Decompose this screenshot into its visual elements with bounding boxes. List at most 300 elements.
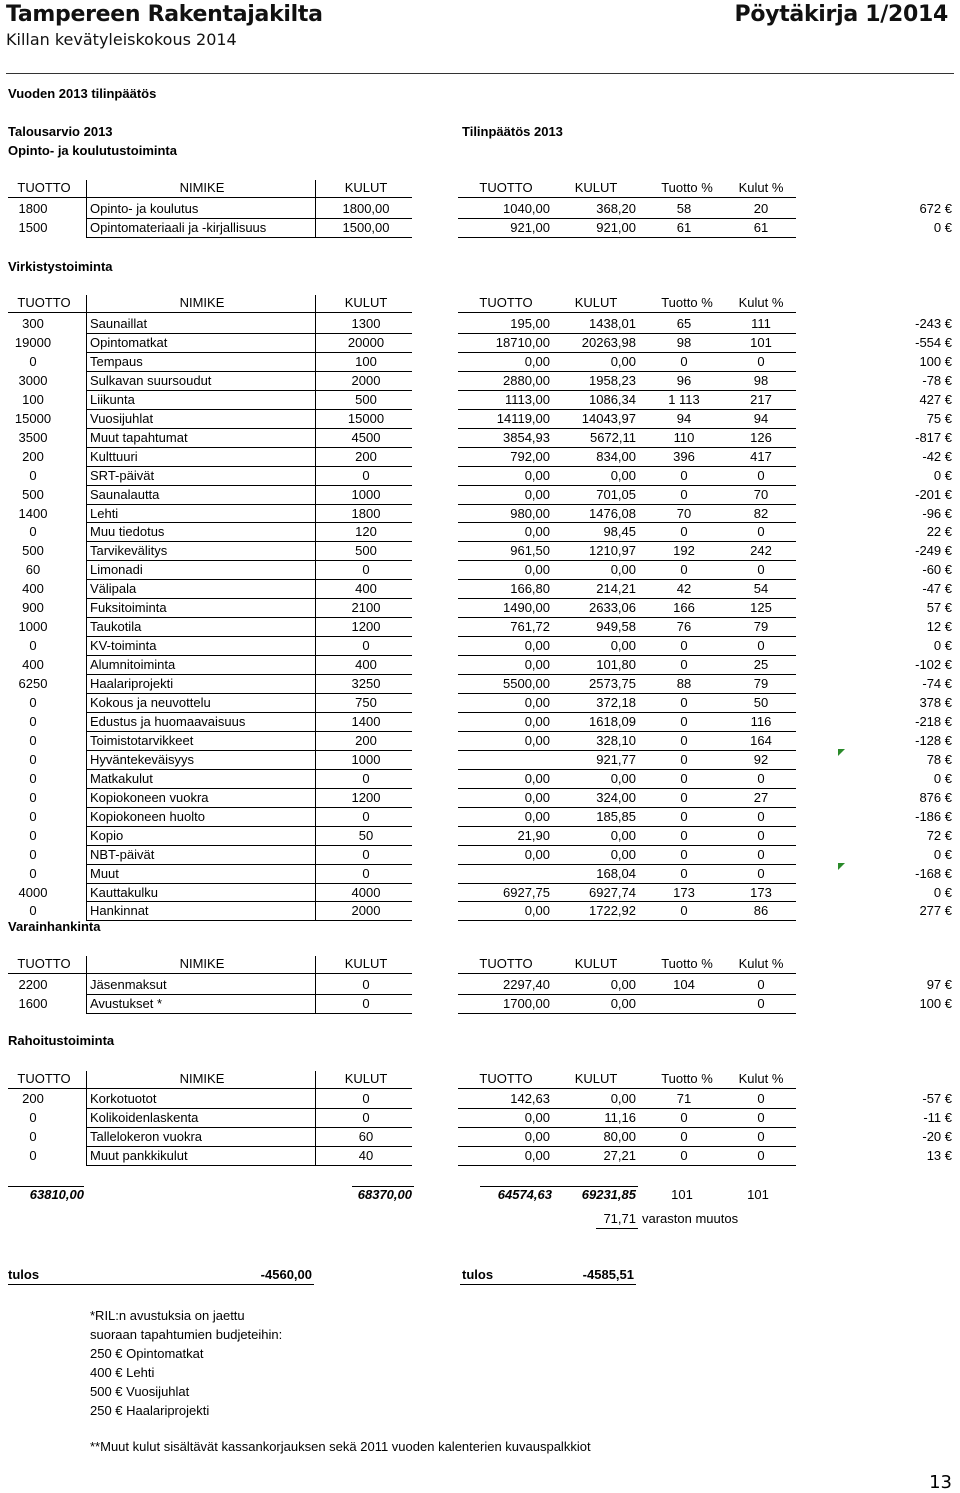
column-header-kulut: KULUT [344,1071,388,1086]
table-cell: 3000 [18,372,48,388]
table-cell: 20 [753,201,769,216]
row-rule [458,731,796,732]
table-cell: 0 [362,770,370,786]
note-line: *RIL:n avustuksia on jaettu [90,1308,245,1323]
row-rule [86,504,412,505]
table-cell: 300 [22,316,44,331]
table-cell: 4000 [18,884,48,900]
table-cell: 328,10 [596,732,636,748]
table-cell: 0,00 [610,638,636,654]
table-cell: Saunaillat [90,316,148,331]
table-cell: Kopiokoneen huolto [90,808,205,824]
table-cell: 0 [680,770,688,786]
table-cell: 1400 [18,505,48,521]
table-cell: 0,00 [524,467,550,483]
table-cell: 0 € [933,770,952,786]
table-cell: -817 € [915,429,952,445]
table-cell: 0 [29,353,37,369]
row-rule [458,1013,796,1014]
table-cell: 78 € [926,751,952,767]
table-cell: 0 [757,865,765,881]
table-cell: 1000 [351,486,381,502]
table-cell: 324,00 [596,789,636,805]
table-cell: 0 [29,1147,37,1163]
table-cell: Haalariprojekti [90,676,174,692]
table-cell: 100 € [919,353,952,369]
row-rule [458,617,796,618]
table-cell: 166 [673,600,695,616]
table-cell: 427 € [919,391,952,407]
table-cell: Fuksitoiminta [90,600,167,616]
table-cell: 214,21 [596,581,636,597]
section-title: Opinto- ja koulutustoiminta [8,143,177,158]
table-cell: -78 € [922,372,952,388]
row-rule [86,769,412,770]
table-cell: 13 € [926,1147,952,1163]
table-cell: 0 [29,524,37,540]
table-cell: 125 [750,600,772,616]
table-cell: 195,00 [510,316,550,331]
table-cell: 2000 [351,903,381,919]
table-cell: 0,00 [524,1128,550,1144]
row-rule [86,352,412,353]
table-cell: 0,00 [524,713,550,729]
table-cell: -20 € [922,1128,952,1144]
table-cell: Kokous ja neuvottelu [90,695,211,710]
row-rule [86,218,412,219]
table-cell: 50 [358,827,374,843]
table-cell: 0,00 [524,808,550,824]
table-cell: 396 [673,448,695,464]
table-cell: Hankinnat [90,903,149,919]
table-cell: 173 [673,884,695,900]
table-cell: 21,90 [517,827,550,843]
row-rule [458,864,796,865]
row-rule [86,1127,412,1128]
row-rule [86,712,412,713]
table-cell: 100 [355,353,377,369]
table-cell: 921,77 [596,751,636,767]
table-cell: 0 [680,732,688,748]
table-cell: 5672,11 [589,429,636,445]
table-cell: 378 € [919,695,952,710]
table-cell: -168 € [915,865,952,881]
row-rule [458,1108,796,1109]
table-cell: 88 [676,676,692,692]
table-cell: 101 [750,334,772,350]
column-header-tuotto: TUOTTO [17,1071,71,1086]
table-cell: 500 [355,543,377,559]
table-cell: 701,05 [596,486,636,502]
header-divider [6,73,954,74]
row-rule [458,237,796,238]
row-rule [458,1127,796,1128]
table-cell: 949,58 [596,619,636,635]
table-cell: 0 [757,467,765,483]
table-cell: 0 [680,846,688,862]
row-rule [86,485,412,486]
row-rule [458,693,796,694]
table-cell: 0 [29,695,37,710]
table-cell: 0 [680,353,688,369]
table-cell: 2633,06 [589,600,636,616]
table-cell: 58 [676,201,692,216]
table-cell: 961,50 [510,543,550,559]
row-rule [458,920,796,921]
table-cell: 400 [22,581,44,597]
table-cell: 0 [680,827,688,843]
table-cell: 0 [757,827,765,843]
row-rule [86,598,412,599]
column-header-kulut-pct: Kulut % [738,956,784,971]
row-rule [458,807,796,808]
table-cell: 0 [757,1128,765,1144]
table-cell: 71 [676,1091,692,1106]
table-cell: 4500 [351,429,381,445]
table-cell: 76 [676,619,692,635]
row-rule [86,750,412,751]
table-cell: 1000 [18,619,48,635]
table-cell: 0 [29,638,37,654]
column-divider [86,956,87,1014]
table-cell: 500 [355,391,377,407]
header-rule [8,197,412,198]
column-header-kulut-pct: Kulut % [738,1071,784,1086]
table-cell: 0 [29,903,37,919]
table-cell: 0,00 [610,977,636,992]
table-cell: 0 [680,713,688,729]
row-rule [458,504,796,505]
table-cell: 0,00 [524,903,550,919]
table-cell: Sulkavan suursoudut [90,372,212,388]
row-rule [86,693,412,694]
table-cell: 0 [362,995,370,1011]
table-cell: 120 [355,524,377,540]
table-cell: 79 [753,619,769,635]
table-cell: 0 [362,638,370,654]
table-cell: 60 [25,562,41,578]
table-cell: 1200 [351,619,381,635]
row-rule [458,901,796,902]
table-cell: Kopiokoneen vuokra [90,789,209,805]
column-header-tuotto: TUOTTO [17,295,71,310]
row-rule [86,788,412,789]
page-header-left [6,0,323,50]
table-cell: Opintomateriaali ja -kirjallisuus [90,219,267,235]
footnote: **Muut kulut sisältävät kassankorjauksen sekä 2011 vuoden kalenterien kuvauspalkkiot [90,1439,591,1454]
row-rule [458,826,796,827]
row-rule [86,466,412,467]
table-cell: 1476,08 [589,505,636,521]
table-cell: 0 [29,467,37,483]
row-rule [458,352,796,353]
total-income-percent: 101 [671,1187,693,1202]
table-cell: 70 [676,505,692,521]
table-cell: 70 [753,486,769,502]
table-cell: 166,80 [510,581,550,597]
column-header-kulut2: KULUT [574,295,618,310]
table-cell: 40 [358,1147,374,1163]
table-cell: 2000 [351,372,381,388]
table-cell: 98,45 [603,524,636,540]
table-cell: Hyväntekeväisyys [90,751,195,767]
row-rule [86,447,412,448]
row-rule [86,845,412,846]
table-cell: 42 [676,581,692,597]
table-cell: 0,00 [524,1109,550,1125]
table-cell: 368,20 [596,201,636,216]
table-cell: -42 € [922,448,952,464]
table-cell: 0 [757,846,765,862]
table-cell: 0 [680,1128,688,1144]
row-rule [86,994,412,995]
row-rule [458,371,796,372]
row-rule [86,920,412,921]
table-cell: 0 [757,353,765,369]
table-cell: 65 [676,316,692,331]
table-cell: 11,16 [604,1109,636,1125]
table-cell: 0 [29,1109,37,1125]
column-header-kulut2: KULUT [574,956,618,971]
table-cell: 92 [753,751,769,767]
table-cell: 0,00 [610,467,636,483]
table-cell: 18710,00 [495,334,550,350]
table-cell: 192 [673,543,695,559]
header-rule [458,973,796,974]
statement-title: Tilinpäätös 2013 [462,124,563,139]
table-cell: -60 € [922,562,952,578]
column-header-tuotto-pct: Tuotto % [661,956,713,971]
table-cell: 101,80 [596,657,636,673]
table-cell: 200 [355,448,377,464]
result-rule-actual [460,1284,636,1285]
table-cell: 0,00 [610,846,636,862]
note-line: 500 € Vuosijuhlat [90,1384,190,1399]
table-cell: 3854,93 [503,429,550,445]
row-rule [458,579,796,580]
table-cell: 12 € [926,619,952,635]
table-cell: 0 [362,865,370,881]
table-cell: Toimistotarvikkeet [90,732,194,748]
column-header-nimike: NIMIKE [179,180,225,195]
table-cell: 0,00 [524,562,550,578]
row-rule [86,636,412,637]
header-rule [458,312,796,313]
row-rule [458,674,796,675]
table-cell: NBT-päivät [90,846,155,862]
result-value-actual: -4585,51 [582,1267,634,1282]
table-cell: 5500,00 [503,676,550,692]
table-cell: Saunalautta [90,486,160,502]
table-cell: SRT-päivät [90,467,155,483]
table-cell: 400 [22,657,44,673]
row-rule [86,617,412,618]
inventory-rule [596,1228,638,1229]
table-cell: 0 [29,789,37,805]
total-expense-percent: 101 [747,1187,769,1202]
table-cell: 0,00 [610,770,636,786]
row-rule [86,807,412,808]
table-cell: 0 [362,808,370,824]
table-cell: 0 [29,827,37,843]
table-cell: 0,00 [610,995,636,1011]
row-rule [86,674,412,675]
table-cell: Lehti [90,505,119,521]
row-rule [86,864,412,865]
table-cell: 417 [750,448,772,464]
document-title: Vuoden 2013 tilinpäätös [8,86,157,101]
table-cell: 0 [757,770,765,786]
table-cell: -186 € [915,808,952,824]
note-line: 250 € Opintomatkat [90,1346,204,1361]
column-header-kulut: KULUT [344,180,388,195]
column-header-tuotto2: TUOTTO [479,956,533,971]
table-cell: 400 [355,657,377,673]
table-cell: -243 € [915,316,952,331]
table-cell: 0 [362,1091,370,1106]
column-divider [86,180,87,238]
note-line: suoraan tapahtumien budjeteihin: [90,1327,283,1342]
table-cell: 1700,00 [503,995,550,1011]
column-header-nimike: NIMIKE [179,295,225,310]
row-rule [86,237,412,238]
table-cell: 168,04 [596,865,636,881]
table-cell: 57 € [926,600,952,616]
row-rule [86,731,412,732]
table-cell: 0 [680,524,688,540]
table-cell: 142,63 [510,1091,550,1106]
column-header-kulut: KULUT [344,956,388,971]
table-cell: 97 € [926,977,952,992]
row-rule [458,1146,796,1147]
table-cell: Kauttakulku [90,884,158,900]
section-title: Varainhankinta [8,919,101,934]
table-cell: 500 [22,486,44,502]
table-cell: Avustukset * [90,995,163,1011]
column-header-tuotto-pct: Tuotto % [661,1071,713,1086]
table-cell: 0 [362,562,370,578]
column-header-tuotto: TUOTTO [17,180,71,195]
table-cell: 22 € [926,524,952,540]
table-cell: 0 [29,713,37,729]
table-cell: 50 [753,695,769,710]
table-cell: 0,00 [610,562,636,578]
table-cell: 0 [757,995,765,1011]
table-cell: 80,00 [603,1128,636,1144]
table-cell: Tempaus [90,353,143,369]
table-cell: 27,21 [603,1147,636,1163]
row-rule [458,447,796,448]
table-cell: 1300 [351,316,381,331]
table-cell: 14043,97 [581,410,636,426]
table-cell: Tallelokeron vuokra [90,1128,203,1144]
table-cell: 277 € [919,903,952,919]
table-cell: 6927,75 [503,884,550,900]
row-rule [86,333,412,334]
table-cell: 1500,00 [342,219,390,235]
table-cell: 0 [680,486,688,502]
inventory-change-value: 71,71 [603,1211,636,1226]
table-cell: 0 € [933,638,952,654]
table-cell: 0 [29,846,37,862]
table-cell: 0,00 [524,695,550,710]
table-cell: 0 [362,846,370,862]
table-cell: 0,00 [524,524,550,540]
row-rule [458,845,796,846]
table-cell: 98 [753,372,769,388]
row-rule [458,1165,796,1166]
row-rule [86,409,412,410]
table-cell: 75 € [926,410,952,426]
table-cell: 0 [29,732,37,748]
table-cell: Kopio [90,827,124,843]
table-cell: 0 [680,808,688,824]
table-cell: Taukotila [90,619,142,635]
table-cell: 104 [673,977,695,992]
result-rule-budget [8,1284,314,1285]
table-cell: 1722,92 [589,903,636,919]
table-cell: Kulttuuri [90,448,138,464]
row-rule [458,883,796,884]
table-cell: 921,00 [510,219,550,235]
row-rule [86,428,412,429]
comment-marker-icon [838,749,845,756]
table-cell: 876 € [919,789,952,805]
table-cell: Opintomatkat [90,334,168,350]
table-cell: 2880,00 [503,372,550,388]
table-cell: 94 [753,410,769,426]
table-cell: 0 [680,751,688,767]
header-rule [458,197,796,198]
table-cell: 61 [676,219,692,235]
table-cell: -554 € [915,334,952,350]
table-cell: 0 [680,1147,688,1163]
column-header-tuotto2: TUOTTO [479,180,533,195]
table-cell: 3250 [351,676,381,692]
row-rule [86,1108,412,1109]
table-cell: 217 [750,391,772,407]
table-cell: 0,00 [524,638,550,654]
table-cell: 15000 [14,410,52,426]
table-cell: 200 [22,1091,44,1106]
table-cell: Muu tiedotus [90,524,165,540]
table-cell: 1113,00 [504,391,550,407]
table-cell: KV-toiminta [90,638,157,654]
row-rule [458,712,796,713]
table-cell: 0 [757,1109,765,1125]
row-rule [86,371,412,372]
table-cell: 0,00 [524,732,550,748]
header-rule [8,973,412,974]
table-cell: Muut [90,865,119,881]
table-cell: 0 [680,695,688,710]
total-actual-income: 64574,63 [497,1187,552,1202]
header-rule [458,1088,796,1089]
table-cell: Muut tapahtumat [90,429,188,445]
table-cell: 0,00 [524,657,550,673]
table-cell: -74 € [922,676,952,692]
table-cell: 4000 [351,884,381,900]
table-cell: 0,00 [610,827,636,843]
table-cell: 0,00 [524,1147,550,1163]
table-cell: 1438,01 [589,316,636,331]
row-rule [86,655,412,656]
row-rule [458,428,796,429]
table-cell: 14119,00 [496,410,550,426]
table-cell: 0 [29,751,37,767]
row-rule [458,655,796,656]
table-cell: 0,00 [524,789,550,805]
